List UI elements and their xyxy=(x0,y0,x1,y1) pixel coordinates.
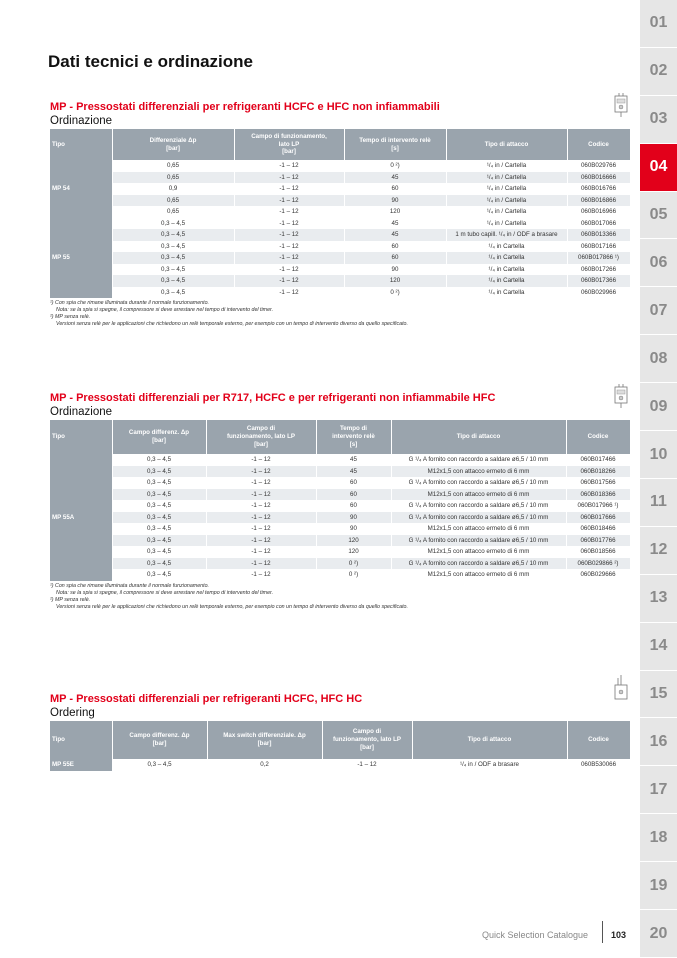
table-cell: ¹/₄ in / Cartella xyxy=(446,172,567,184)
column-header: Tipo xyxy=(50,721,112,759)
pressure-switch-icon xyxy=(611,383,631,409)
table-cell: 0,3 – 4,5 xyxy=(112,546,206,558)
table-cell: 90 xyxy=(316,523,391,535)
footnote-line: ²) MP senza relè. xyxy=(50,314,91,320)
footnotes xyxy=(50,583,630,611)
table-cell: 0,3 – 4,5 xyxy=(112,275,234,287)
footer-label: Quick Selection Catalogue xyxy=(482,930,589,940)
table-row xyxy=(50,287,630,299)
chapter-tab-19[interactable]: 19 xyxy=(640,862,677,910)
table-cell: ¹/₄ in / Cartella xyxy=(446,183,567,195)
table-cell: 0,3 – 4,5 xyxy=(112,287,234,299)
table-cell: 120 xyxy=(344,275,446,287)
table-row xyxy=(50,252,630,264)
table-cell: -1 – 12 xyxy=(206,477,316,489)
table-cell: 0,3 – 4,5 xyxy=(112,500,206,512)
section-mp54-mp55 xyxy=(50,100,630,328)
section-subtitle: Ordinazione xyxy=(50,115,113,127)
chapter-tab-02[interactable]: 02 xyxy=(640,48,677,96)
table-cell: ¹/₄ in / Cartella xyxy=(446,218,567,230)
order-table xyxy=(50,721,631,771)
table-cell: -1 – 12 xyxy=(206,512,316,524)
chapter-tab-05[interactable]: 05 xyxy=(640,192,677,240)
table-row xyxy=(50,500,630,512)
chapter-tab-09[interactable]: 09 xyxy=(640,383,677,431)
section-subtitle: Ordering xyxy=(50,707,95,719)
footnote-line: ²) MP senza relè. xyxy=(50,596,91,603)
table-row xyxy=(50,172,630,184)
table-cell: 90 xyxy=(344,264,446,276)
table-cell: 0 ²) xyxy=(316,569,391,581)
page-title: Dati tecnici e ordinazione xyxy=(48,52,253,71)
table-row xyxy=(50,183,630,195)
table-row xyxy=(50,454,630,466)
model-cell: MP 55 xyxy=(50,218,112,299)
table-row xyxy=(50,195,630,207)
table-row xyxy=(50,160,630,172)
model-cell: MP 55E xyxy=(50,759,112,771)
table-row xyxy=(50,241,630,253)
order-table xyxy=(50,420,631,581)
table-cell: 45 xyxy=(316,466,391,478)
column-header: Max switch differenziale. Δp [bar] xyxy=(207,721,322,759)
chapter-tab-20[interactable]: 20 xyxy=(640,910,677,958)
table-cell: ¹/₄ in Cartella xyxy=(446,275,567,287)
table-row xyxy=(50,523,630,535)
column-header: Tipo di attacco xyxy=(412,721,567,759)
section-mp55a xyxy=(50,391,630,611)
table-cell: 060B017666 xyxy=(566,512,630,524)
footnote-line: ¹) Con spia che rimane illuminata durante il normale funzionamento. xyxy=(50,300,209,306)
chapter-tab-03[interactable]: 03 xyxy=(640,96,677,144)
table-row xyxy=(50,546,630,558)
page-number: 103 xyxy=(611,930,627,940)
table-cell: 060B530066 xyxy=(567,759,630,771)
table-cell: -1 – 12 xyxy=(234,264,344,276)
table-cell: -1 – 12 xyxy=(206,500,316,512)
column-header: Differenziale Δp [bar] xyxy=(112,129,234,160)
table-cell: 0,65 xyxy=(112,195,234,207)
table-cell: 060B016866 xyxy=(567,195,630,207)
table-cell: 060B029966 xyxy=(567,287,630,299)
table-cell: 060B017066 xyxy=(567,218,630,230)
table-cell: 0 ²) xyxy=(344,160,446,172)
column-header: Codice xyxy=(567,129,630,160)
table-cell: 60 xyxy=(344,183,446,195)
table-cell: -1 – 12 xyxy=(234,172,344,184)
table-cell: 060B018566 xyxy=(566,546,630,558)
table-row xyxy=(50,489,630,501)
table-cell: 060B017466 xyxy=(566,454,630,466)
table-row xyxy=(50,218,630,230)
table-cell: -1 – 12 xyxy=(234,241,344,253)
table-cell: M12x1,5 con attacco ermeto di 6 mm xyxy=(391,546,566,558)
table-cell: 0,3 – 4,5 xyxy=(112,252,234,264)
column-header: Tipo xyxy=(50,129,112,160)
table-cell: -1 – 12 xyxy=(234,160,344,172)
table-cell: -1 – 12 xyxy=(322,759,412,771)
column-header: Tempo di intervento relè [s] xyxy=(316,420,391,454)
table-cell: ¹/₄ in / Cartella xyxy=(446,206,567,218)
table-cell: 0,65 xyxy=(112,172,234,184)
column-header: Tipo di attacco xyxy=(391,420,566,454)
table-cell: ¹/₄ in Cartella xyxy=(446,264,567,276)
table-cell: 060B029866 ²) xyxy=(566,558,630,570)
column-header: Campo di funzionamento, lato LP [bar] xyxy=(234,129,344,160)
table-cell: 0,3 – 4,5 xyxy=(112,569,206,581)
table-cell: 060B018266 xyxy=(566,466,630,478)
table-cell: 0,65 xyxy=(112,160,234,172)
footer-divider xyxy=(602,921,603,943)
chapter-tab-08[interactable]: 08 xyxy=(640,335,677,383)
table-cell: 1 m tubo capill. ¹/₄ in / ODF a brasare xyxy=(446,229,567,241)
chapter-tab-06[interactable]: 06 xyxy=(640,240,677,288)
column-header: Campo differenz. Δp [bar] xyxy=(112,420,206,454)
order-table xyxy=(50,129,631,298)
footnote-line: ¹) Con spia che rimane illuminata durante il normale funzionamento. xyxy=(50,582,209,589)
section-subtitle: Ordinazione xyxy=(50,406,113,418)
chapter-nav xyxy=(640,0,677,958)
table-cell: 0,65 xyxy=(112,206,234,218)
chapter-tab-17[interactable]: 17 xyxy=(640,766,677,814)
table-cell: 120 xyxy=(316,535,391,547)
table-cell: 45 xyxy=(344,172,446,184)
table-cell: 45 xyxy=(344,229,446,241)
table-cell: 060B017566 xyxy=(566,477,630,489)
table-cell: -1 – 12 xyxy=(234,275,344,287)
table-cell: ¹/₄ in Cartella xyxy=(446,287,567,299)
table-cell: -1 – 12 xyxy=(206,523,316,535)
table-row xyxy=(50,229,630,241)
chapter-tab-14[interactable]: 14 xyxy=(640,623,677,671)
table-cell: 0,3 – 4,5 xyxy=(112,523,206,535)
column-header: Tipo di attacco xyxy=(446,129,567,160)
table-cell: G ¹/₄ A fornito con raccordo a saldare ø6,5 / 10 mm xyxy=(391,500,566,512)
table-cell: 90 xyxy=(316,512,391,524)
table-cell: -1 – 12 xyxy=(234,287,344,299)
column-header: Codice xyxy=(567,721,630,759)
table-cell: 0,3 – 4,5 xyxy=(112,759,207,771)
table-cell: 060B016766 xyxy=(567,183,630,195)
column-header: Campo di funzionamento, lato LP [bar] xyxy=(322,721,412,759)
table-cell: -1 – 12 xyxy=(206,454,316,466)
table-cell: 0,3 – 4,5 xyxy=(112,241,234,253)
table-cell: 0,3 – 4,5 xyxy=(112,466,206,478)
table-cell: ¹/₄ in Cartella xyxy=(446,252,567,264)
table-cell: 060B016966 xyxy=(567,206,630,218)
footnote-line: Nota: se la spia si spegne, il compressore si deve arrestare nel tempo di intervento del timer. xyxy=(56,589,274,596)
section-title: MP - Pressostati differenziali per refrigeranti HCFC, HFC HC xyxy=(50,693,363,705)
model-cell: MP 54 xyxy=(50,160,112,218)
chapter-tab-15[interactable]: 15 xyxy=(640,671,677,719)
table-row xyxy=(50,264,630,276)
table-cell: 0,3 – 4,5 xyxy=(112,512,206,524)
table-cell: 60 xyxy=(316,489,391,501)
table-cell: -1 – 12 xyxy=(206,558,316,570)
section-mp55e xyxy=(50,692,630,771)
column-header: Tipo xyxy=(50,420,112,454)
table-cell: 060B013366 xyxy=(567,229,630,241)
table-cell: 0,3 – 4,5 xyxy=(112,535,206,547)
table-cell: ¹/₄ in / Cartella xyxy=(446,195,567,207)
table-cell: -1 – 12 xyxy=(206,535,316,547)
table-row xyxy=(50,466,630,478)
footnote-line: Versioni senza relè per le applicazioni che richiedono un relè temporale esterno, per esempio con un tempo di intervento diverso da quello specificato. xyxy=(56,321,408,327)
chapter-tab-01[interactable]: 01 xyxy=(640,0,677,48)
table-row xyxy=(50,512,630,524)
table-cell: 060B016666 xyxy=(567,172,630,184)
table-cell: 060B017766 xyxy=(566,535,630,547)
chapter-tab-12[interactable]: 12 xyxy=(640,527,677,575)
table-cell: G ¹/₄ A fornito con raccordo a saldare ø6,5 / 10 mm xyxy=(391,477,566,489)
chapter-tab-04[interactable]: 04 xyxy=(640,144,677,192)
chapter-tab-18[interactable]: 18 xyxy=(640,814,677,862)
table-row xyxy=(50,569,630,581)
table-cell: 0,2 xyxy=(207,759,322,771)
table-row xyxy=(50,535,630,547)
table-cell: 120 xyxy=(344,206,446,218)
chapter-tab-13[interactable]: 13 xyxy=(640,575,677,623)
pressure-switch-icon xyxy=(611,670,631,706)
table-cell: M12x1,5 con attacco ermeto di 6 mm xyxy=(391,466,566,478)
table-cell: 45 xyxy=(344,218,446,230)
table-cell: 060B029766 xyxy=(567,160,630,172)
table-cell: 060B017966 ¹) xyxy=(566,500,630,512)
table-cell: 120 xyxy=(316,546,391,558)
table-cell: -1 – 12 xyxy=(234,183,344,195)
table-cell: ¹/₄ in Cartella xyxy=(446,241,567,253)
table-cell: -1 – 12 xyxy=(206,489,316,501)
table-cell: -1 – 12 xyxy=(206,569,316,581)
table-cell: -1 – 12 xyxy=(234,195,344,207)
table-cell: 0,3 – 4,5 xyxy=(112,477,206,489)
table-cell: M12x1,5 con attacco ermeto di 6 mm xyxy=(391,569,566,581)
table-cell: ¹/₄ in / ODF a brasare xyxy=(412,759,567,771)
section-title: MP - Pressostati differenziali per refrigeranti HCFC e HFC non infiammabili xyxy=(50,101,440,113)
table-cell: 0,3 – 4,5 xyxy=(112,229,234,241)
table-cell: 60 xyxy=(344,241,446,253)
table-row xyxy=(50,477,630,489)
table-cell: 0,3 – 4,5 xyxy=(112,489,206,501)
footnote-line: Versioni senza relè per le applicazioni che richiedono un relè temporale esterno, per esempio con un tempo di intervento diverso da quello specificato. xyxy=(56,603,408,610)
chapter-tab-10[interactable]: 10 xyxy=(640,431,677,479)
table-cell: G ¹/₄ A fornito con raccordo a saldare ø6,5 / 10 mm xyxy=(391,512,566,524)
table-row xyxy=(50,759,630,771)
column-header: Codice xyxy=(566,420,630,454)
table-cell: -1 – 12 xyxy=(234,218,344,230)
table-cell: 060B029666 xyxy=(566,569,630,581)
table-cell: 60 xyxy=(316,500,391,512)
table-cell: -1 – 12 xyxy=(206,546,316,558)
column-header: Tempo di intervento relè [s] xyxy=(344,129,446,160)
table-cell: 0,3 – 4,5 xyxy=(112,454,206,466)
table-cell: 0,9 xyxy=(112,183,234,195)
table-cell: G ¹/₄ A fornito con raccordo a saldare ø6,5 / 10 mm xyxy=(391,454,566,466)
chapter-tab-11[interactable]: 11 xyxy=(640,479,677,527)
footnote-line: Nota: se la spia si spegne, il compressore si deve arrestare nel tempo di intervento del timer. xyxy=(56,307,274,313)
table-cell: 060B017366 xyxy=(567,275,630,287)
table-cell: -1 – 12 xyxy=(234,206,344,218)
column-header: Campo di funzionamento, lato LP [bar] xyxy=(206,420,316,454)
table-cell: -1 – 12 xyxy=(234,229,344,241)
table-cell: 0,3 – 4,5 xyxy=(112,264,234,276)
table-cell: ¹/₄ in / Cartella xyxy=(446,160,567,172)
table-cell: 45 xyxy=(316,454,391,466)
model-cell: MP 55A xyxy=(50,454,112,581)
column-header: Campo differenz. Δp [bar] xyxy=(112,721,207,759)
table-cell: -1 – 12 xyxy=(206,466,316,478)
table-cell: 060B017266 xyxy=(567,264,630,276)
table-row xyxy=(50,558,630,570)
pressure-switch-icon xyxy=(611,92,631,118)
table-cell: -1 – 12 xyxy=(234,252,344,264)
table-cell: G ¹/₄ A fornito con raccordo a saldare ø6,5 / 10 mm xyxy=(391,558,566,570)
table-cell: 060B017866 ¹) xyxy=(567,252,630,264)
table-cell: G ¹/₄ A fornito con raccordo a saldare ø6,5 / 10 mm xyxy=(391,535,566,547)
footnotes xyxy=(50,300,630,328)
table-cell: 0,3 – 4,5 xyxy=(112,218,234,230)
table-cell: 0,3 – 4,5 xyxy=(112,558,206,570)
table-cell: M12x1,5 con attacco ermeto di 6 mm xyxy=(391,523,566,535)
table-cell: 60 xyxy=(344,252,446,264)
table-row xyxy=(50,206,630,218)
table-cell: 60 xyxy=(316,477,391,489)
table-cell: 060B018366 xyxy=(566,489,630,501)
table-row xyxy=(50,275,630,287)
table-cell: 90 xyxy=(344,195,446,207)
table-cell: 0 ²) xyxy=(344,287,446,299)
chapter-tab-16[interactable]: 16 xyxy=(640,719,677,767)
table-cell: 0 ²) xyxy=(316,558,391,570)
table-cell: 060B017166 xyxy=(567,241,630,253)
table-cell: 060B018466 xyxy=(566,523,630,535)
section-title: MP - Pressostati differenziali per R717, HCFC e per refrigeranti non infiammabile HFC xyxy=(50,392,496,404)
table-cell: M12x1,5 con attacco ermeto di 6 mm xyxy=(391,489,566,501)
chapter-tab-07[interactable]: 07 xyxy=(640,287,677,335)
